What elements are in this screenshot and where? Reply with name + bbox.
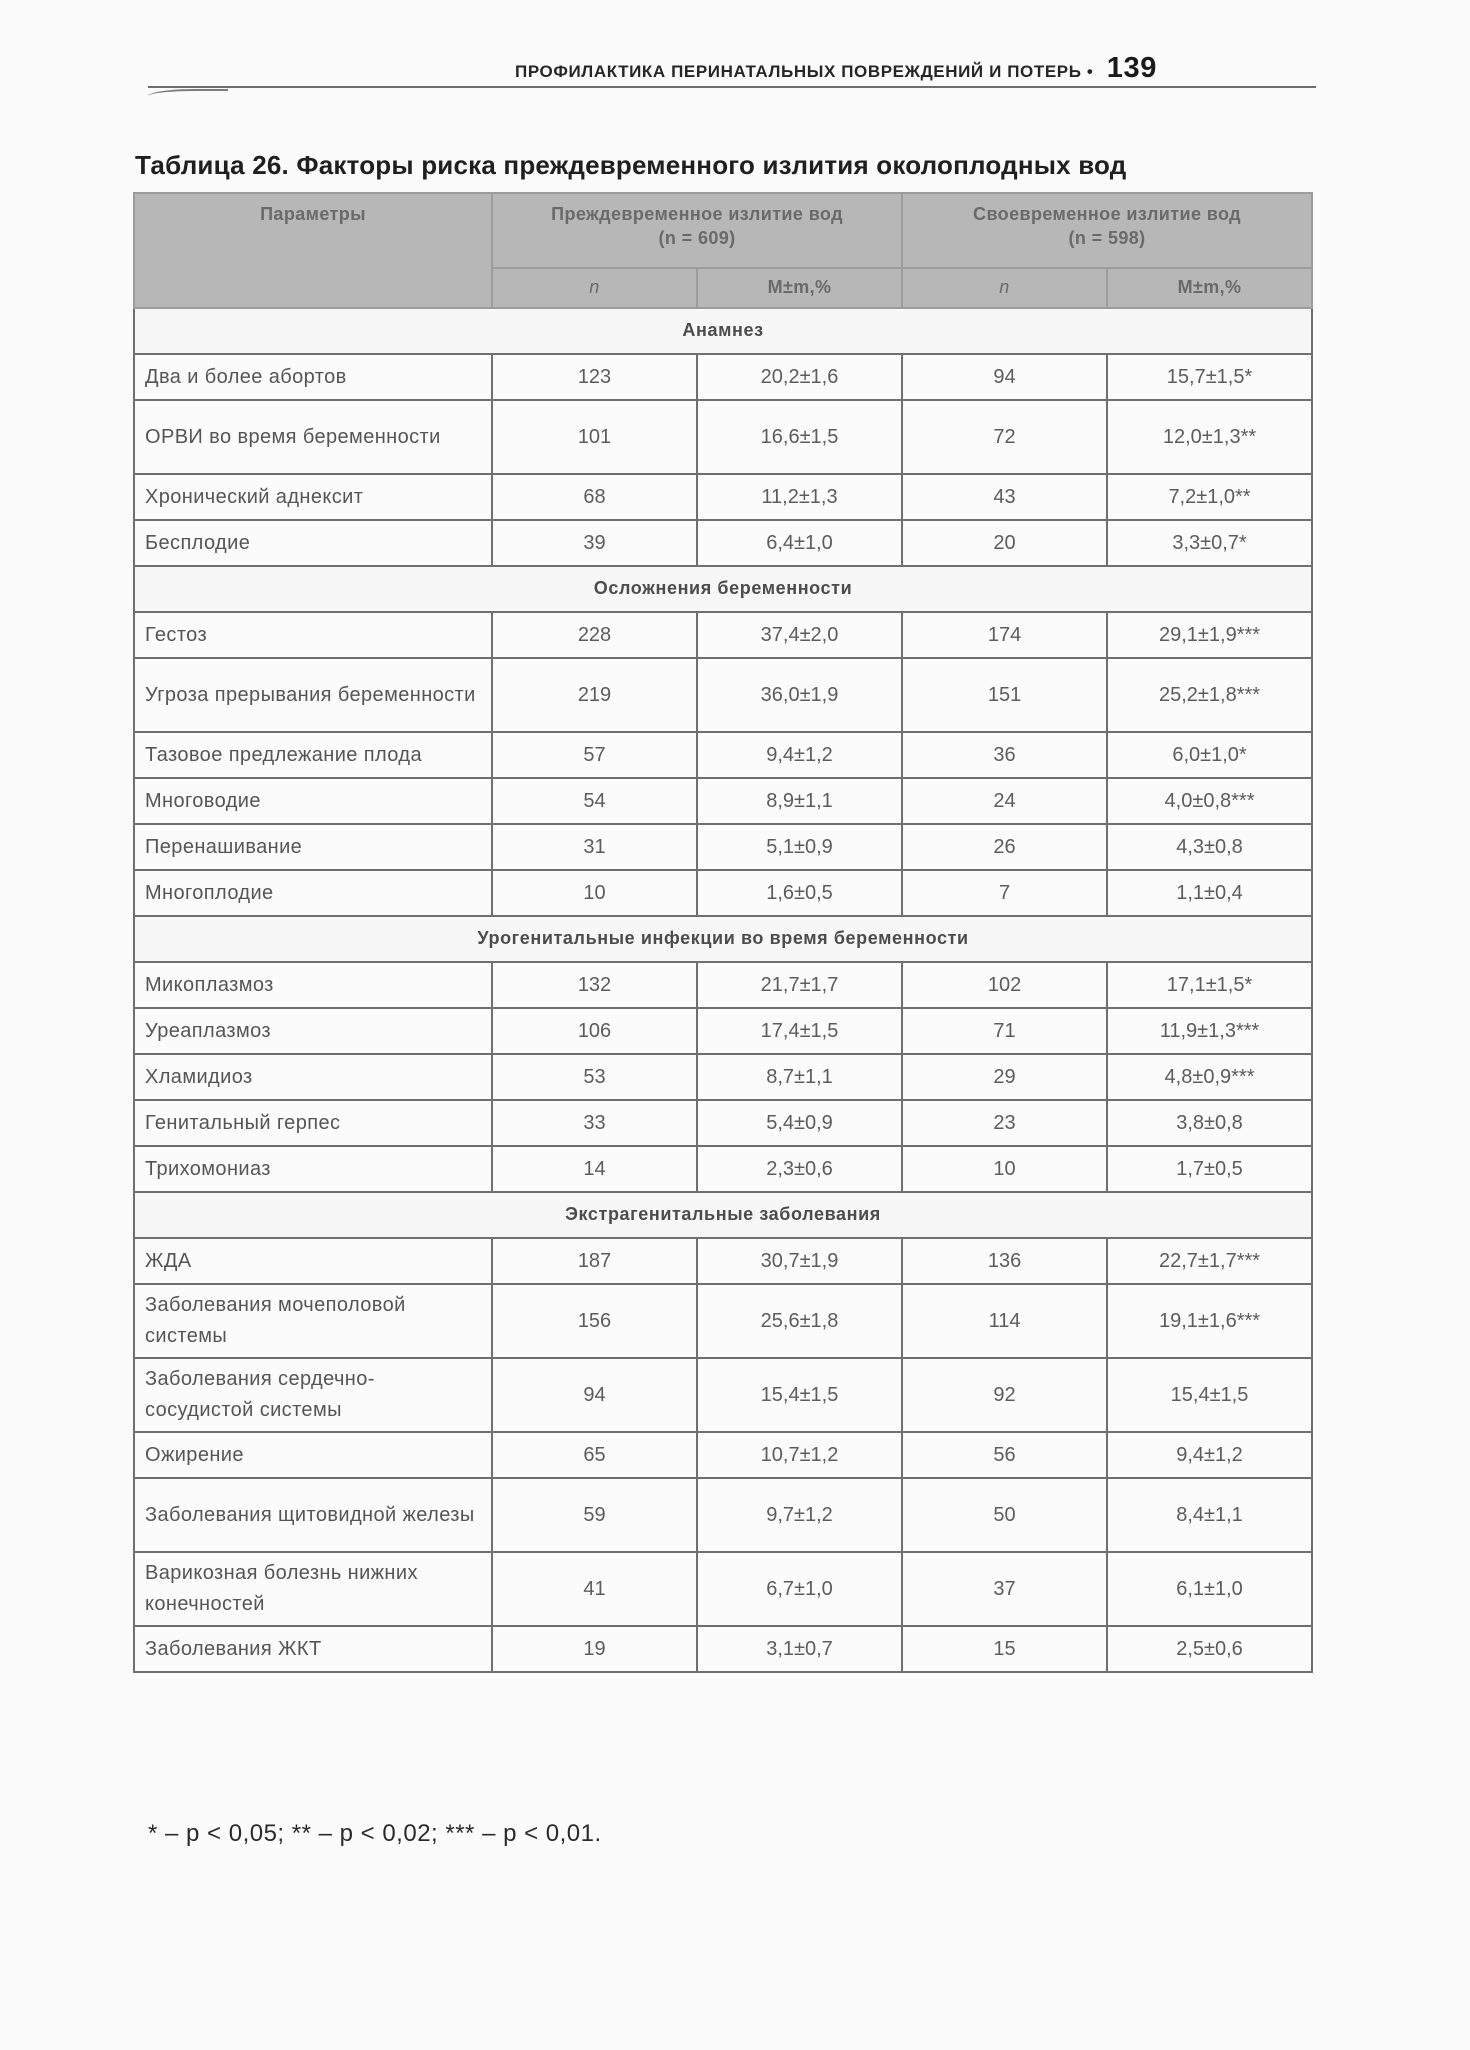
- header-bullet: •: [1086, 62, 1094, 81]
- header-group-preterm: [492, 193, 902, 268]
- param-cell: ОРВИ во время беременности: [134, 400, 492, 474]
- section-row: [134, 566, 1312, 612]
- preterm-n-cell: 14: [492, 1146, 697, 1192]
- timely-percent-cell: 3,8±0,8: [1107, 1100, 1312, 1146]
- timely-percent-cell: 12,0±1,3**: [1107, 400, 1312, 474]
- table-row: [134, 732, 1312, 778]
- param-cell: ЖДА: [134, 1238, 492, 1284]
- timely-n-cell: 72: [902, 400, 1107, 474]
- timely-n-cell: 24: [902, 778, 1107, 824]
- timely-percent-cell: 19,1±1,6***: [1107, 1284, 1312, 1358]
- preterm-n-cell: 33: [492, 1100, 697, 1146]
- timely-percent-cell: 4,0±0,8***: [1107, 778, 1312, 824]
- timely-percent-cell: 25,2±1,8***: [1107, 658, 1312, 732]
- timely-n-cell: 174: [902, 612, 1107, 658]
- table-row: [134, 520, 1312, 566]
- timely-percent-cell: 4,3±0,8: [1107, 824, 1312, 870]
- timely-percent-cell: 1,1±0,4: [1107, 870, 1312, 916]
- preterm-percent-cell: 16,6±1,5: [697, 400, 902, 474]
- timely-n-cell: 94: [902, 354, 1107, 400]
- preterm-percent-cell: 8,7±1,1: [697, 1054, 902, 1100]
- section-title: Осложнения беременности: [134, 566, 1312, 612]
- preterm-n-cell: 106: [492, 1008, 697, 1054]
- risk-factors-table: [133, 192, 1313, 1673]
- timely-percent-cell: 4,8±0,9***: [1107, 1054, 1312, 1100]
- param-cell: Заболевания сердечно-сосудистой системы: [134, 1358, 492, 1432]
- param-cell: Микоплазмоз: [134, 962, 492, 1008]
- param-cell: Уреаплазмоз: [134, 1008, 492, 1054]
- timely-n-cell: 7: [902, 870, 1107, 916]
- corner-mark: [148, 89, 228, 101]
- preterm-n-cell: 59: [492, 1478, 697, 1552]
- preterm-percent-cell: 21,7±1,7: [697, 962, 902, 1008]
- preterm-percent-cell: 11,2±1,3: [697, 474, 902, 520]
- param-cell: Угроза прерывания беременности: [134, 658, 492, 732]
- preterm-percent-cell: 6,7±1,0: [697, 1552, 902, 1626]
- param-cell: Варикозная болезнь нижних конечностей: [134, 1552, 492, 1626]
- header-params-label: Параметры: [260, 204, 366, 224]
- timely-n-cell: 114: [902, 1284, 1107, 1358]
- header-group-preterm-label: Преждевременное излитие вод: [551, 204, 843, 224]
- timely-n-cell: 26: [902, 824, 1107, 870]
- table-row: [134, 1146, 1312, 1192]
- param-cell: Ожирение: [134, 1432, 492, 1478]
- preterm-percent-cell: 36,0±1,9: [697, 658, 902, 732]
- table-row: [134, 354, 1312, 400]
- section-title: Экстрагенитальные заболевания: [134, 1192, 1312, 1238]
- preterm-percent-cell: 30,7±1,9: [697, 1238, 902, 1284]
- preterm-n-cell: 65: [492, 1432, 697, 1478]
- preterm-percent-cell: 2,3±0,6: [697, 1146, 902, 1192]
- preterm-percent-cell: 37,4±2,0: [697, 612, 902, 658]
- timely-n-cell: 29: [902, 1054, 1107, 1100]
- preterm-n-cell: 219: [492, 658, 697, 732]
- timely-n-cell: 10: [902, 1146, 1107, 1192]
- preterm-n-cell: 187: [492, 1238, 697, 1284]
- preterm-percent-cell: 5,1±0,9: [697, 824, 902, 870]
- timely-n-cell: 50: [902, 1478, 1107, 1552]
- timely-percent-cell: 2,5±0,6: [1107, 1626, 1312, 1672]
- param-cell: Два и более абортов: [134, 354, 492, 400]
- param-cell: Многоплодие: [134, 870, 492, 916]
- header-group-timely-label: Своевременное излитие вод: [973, 204, 1241, 224]
- param-cell: Гестоз: [134, 612, 492, 658]
- timely-percent-cell: 9,4±1,2: [1107, 1432, 1312, 1478]
- param-cell: Бесплодие: [134, 520, 492, 566]
- param-cell: Заболевания щитовидной железы: [134, 1478, 492, 1552]
- table-row: [134, 1478, 1312, 1552]
- timely-percent-cell: 15,4±1,5: [1107, 1358, 1312, 1432]
- table-row: [134, 400, 1312, 474]
- table-row: [134, 1238, 1312, 1284]
- timely-percent-cell: 8,4±1,1: [1107, 1478, 1312, 1552]
- timely-n-cell: 56: [902, 1432, 1107, 1478]
- preterm-percent-cell: 5,4±0,9: [697, 1100, 902, 1146]
- preterm-n-cell: 57: [492, 732, 697, 778]
- running-header: [515, 52, 1157, 85]
- timely-percent-cell: 3,3±0,7*: [1107, 520, 1312, 566]
- timely-percent-cell: 6,0±1,0*: [1107, 732, 1312, 778]
- timely-percent-cell: 22,7±1,7***: [1107, 1238, 1312, 1284]
- section-title: Урогенитальные инфекции во время беременности: [134, 916, 1312, 962]
- param-cell: Заболевания мочеполовой системы: [134, 1284, 492, 1358]
- param-cell: Генитальный герпес: [134, 1100, 492, 1146]
- preterm-n-cell: 94: [492, 1358, 697, 1432]
- preterm-n-cell: 53: [492, 1054, 697, 1100]
- section-title: Анамнез: [134, 308, 1312, 354]
- table-row: [134, 1358, 1312, 1432]
- timely-percent-cell: 15,7±1,5*: [1107, 354, 1312, 400]
- preterm-percent-cell: 25,6±1,8: [697, 1284, 902, 1358]
- table-body: [134, 308, 1312, 1672]
- table-row: [134, 1054, 1312, 1100]
- timely-n-cell: 37: [902, 1552, 1107, 1626]
- preterm-percent-cell: 9,4±1,2: [697, 732, 902, 778]
- table-row: [134, 1100, 1312, 1146]
- table-row: [134, 870, 1312, 916]
- table-title: Таблица 26. Факторы риска преждевременного излития околоплодных вод: [135, 150, 1127, 180]
- timely-percent-cell: 17,1±1,5*: [1107, 962, 1312, 1008]
- timely-n-cell: 20: [902, 520, 1107, 566]
- header-group-timely: [902, 193, 1312, 268]
- table-row: [134, 1626, 1312, 1672]
- page-number: 139: [1106, 52, 1157, 84]
- preterm-percent-cell: 9,7±1,2: [697, 1478, 902, 1552]
- timely-n-cell: 36: [902, 732, 1107, 778]
- preterm-percent-cell: 15,4±1,5: [697, 1358, 902, 1432]
- preterm-percent-cell: 20,2±1,6: [697, 354, 902, 400]
- timely-n-cell: 43: [902, 474, 1107, 520]
- param-cell: Хламидиоз: [134, 1054, 492, 1100]
- timely-n-cell: 102: [902, 962, 1107, 1008]
- section-row: [134, 308, 1312, 354]
- header-params: [134, 193, 492, 308]
- timely-n-cell: 151: [902, 658, 1107, 732]
- footnote: * – p < 0,05; ** – p < 0,02; *** – p < 0,01.: [148, 1820, 602, 1847]
- param-cell: Тазовое предлежание плода: [134, 732, 492, 778]
- timely-percent-cell: 11,9±1,3***: [1107, 1008, 1312, 1054]
- table-row: [134, 1552, 1312, 1626]
- table-row: [134, 778, 1312, 824]
- preterm-percent-cell: 1,6±0,5: [697, 870, 902, 916]
- timely-n-cell: 23: [902, 1100, 1107, 1146]
- timely-percent-cell: 1,7±0,5: [1107, 1146, 1312, 1192]
- table-row: [134, 658, 1312, 732]
- header-msm-timely: M±m,%: [1107, 268, 1312, 308]
- preterm-n-cell: 123: [492, 354, 697, 400]
- preterm-n-cell: 156: [492, 1284, 697, 1358]
- timely-n-cell: 92: [902, 1358, 1107, 1432]
- timely-n-cell: 15: [902, 1626, 1107, 1672]
- preterm-percent-cell: 17,4±1,5: [697, 1008, 902, 1054]
- preterm-n-cell: 31: [492, 824, 697, 870]
- table-row: [134, 1008, 1312, 1054]
- preterm-n-cell: 228: [492, 612, 697, 658]
- preterm-n-cell: 132: [492, 962, 697, 1008]
- table-row: [134, 824, 1312, 870]
- timely-n-cell: 71: [902, 1008, 1107, 1054]
- timely-percent-cell: 6,1±1,0: [1107, 1552, 1312, 1626]
- preterm-n-cell: 39: [492, 520, 697, 566]
- param-cell: Трихомониаз: [134, 1146, 492, 1192]
- preterm-n-cell: 19: [492, 1626, 697, 1672]
- preterm-percent-cell: 10,7±1,2: [697, 1432, 902, 1478]
- preterm-n-cell: 54: [492, 778, 697, 824]
- running-title: ПРОФИЛАКТИКА ПЕРИНАТАЛЬНЫХ ПОВРЕЖДЕНИЙ И ПОТЕРЬ: [515, 62, 1082, 81]
- preterm-percent-cell: 3,1±0,7: [697, 1626, 902, 1672]
- timely-percent-cell: 7,2±1,0**: [1107, 474, 1312, 520]
- table-row: [134, 474, 1312, 520]
- table-row: [134, 1432, 1312, 1478]
- header-group-preterm-n: (n = 609): [658, 228, 736, 249]
- preterm-n-cell: 41: [492, 1552, 697, 1626]
- preterm-n-cell: 101: [492, 400, 697, 474]
- header-msm-preterm: M±m,%: [697, 268, 902, 308]
- section-row: [134, 1192, 1312, 1238]
- preterm-percent-cell: 6,4±1,0: [697, 520, 902, 566]
- timely-percent-cell: 29,1±1,9***: [1107, 612, 1312, 658]
- header-group-timely-n: (n = 598): [1068, 228, 1146, 249]
- table-row: [134, 1284, 1312, 1358]
- header-n-timely: n: [902, 268, 1107, 308]
- preterm-percent-cell: 8,9±1,1: [697, 778, 902, 824]
- header-rule: [148, 86, 1316, 88]
- timely-n-cell: 136: [902, 1238, 1107, 1284]
- header-n-preterm: n: [492, 268, 697, 308]
- section-row: [134, 916, 1312, 962]
- table-row: [134, 962, 1312, 1008]
- preterm-n-cell: 10: [492, 870, 697, 916]
- param-cell: Хронический аднексит: [134, 474, 492, 520]
- preterm-n-cell: 68: [492, 474, 697, 520]
- param-cell: Перенашивание: [134, 824, 492, 870]
- table-row: [134, 612, 1312, 658]
- param-cell: Заболевания ЖКТ: [134, 1626, 492, 1672]
- param-cell: Многоводие: [134, 778, 492, 824]
